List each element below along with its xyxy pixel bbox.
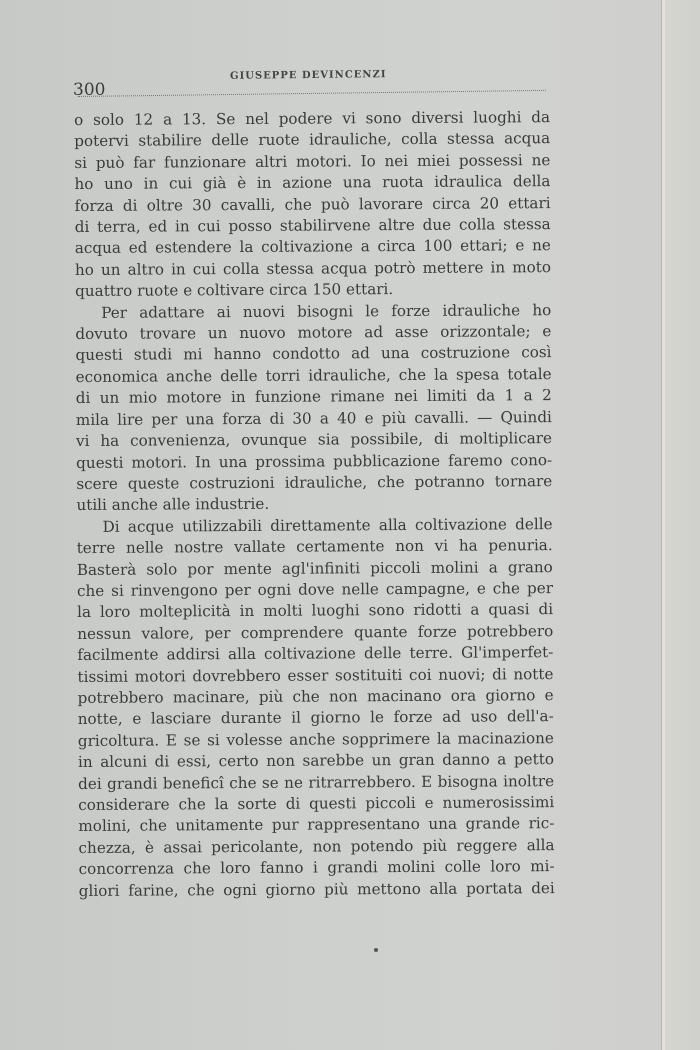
- paragraph: [75, 300, 552, 517]
- paragraph: [76, 514, 554, 902]
- text-line: nessun valore, per comprendere quante forze potrebbero: [77, 621, 554, 643]
- text-line: dei grandi beneficî che se ne ritrarrebbero. E bisogna inoltre: [78, 771, 555, 793]
- text-line: terre nelle nostre vallate certamente non vi ha penuria.: [76, 536, 553, 558]
- text-line: Di acque utilizzabili direttamente alla coltivazione delle: [102, 514, 553, 536]
- text-line: in alcuni di essi, certo non sarebbe un gran danno a petto: [77, 750, 555, 772]
- body-text: [74, 107, 555, 902]
- text-line: questi motori. In una prossima pubblicazione faremo cono-: [76, 450, 553, 472]
- text-line: quattro ruote e coltivare circa 150 ettari.: [75, 280, 394, 301]
- page-number: 300: [73, 80, 106, 100]
- text-line: potervi stabilire delle ruote idrauliche, colla stessa acqua: [74, 129, 551, 151]
- text-line: o solo 12 a 13. Se nel podere vi sono diversi luoghi da: [74, 108, 551, 129]
- text-line: notte, e lasciare durante il giorno le forze ad uso dell'a-: [77, 707, 554, 729]
- text-line: la loro molteplicità in molti luoghi sono ridotti a quasi di: [77, 600, 554, 622]
- text-line: acqua ed estendere la coltivazione a circa 100 ettari; e ne: [74, 236, 551, 258]
- text-line: dovuto trovare un nuovo motore ad asse orizzontale; e: [75, 322, 552, 344]
- text-line: considerare che la sorte di questi piccoli e numerosissimi: [78, 793, 555, 814]
- text-line: concorrenza che loro fanno i grandi molini colle loro mi-: [78, 857, 555, 879]
- text-line: molini, che unitamente pur rappresentano una grande ric-: [78, 814, 555, 836]
- text-line: Basterà solo por mente agl'infiniti piccoli molini a grano: [76, 557, 553, 579]
- text-line: di terra, ed in cui posso stabilirvene altre due colla stessa: [74, 215, 551, 237]
- text-line: tissimi motori dovrebbero esser sostituiti coi nuovi; di notte: [77, 664, 554, 686]
- text-line: mila lire per una forza di 30 a 40 e più cavalli. — Quindi: [75, 407, 552, 429]
- text-line: scere queste costruzioni idrauliche, che potranno tornare: [76, 471, 553, 493]
- running-head: GIUSEPPE DEVINCENZI: [229, 69, 387, 82]
- header-rule: [78, 90, 546, 97]
- ink-speck: [374, 948, 378, 952]
- text-line: gliori farine, che ogni giorno più mettono alla portata dei: [78, 878, 555, 900]
- text-line: questi studi mi hanno condotto ad una costruzione così: [75, 343, 552, 365]
- paragraph: [74, 107, 551, 303]
- text-line: di un mio motore in funzione rimane nei limiti da 1 a 2: [75, 386, 552, 408]
- underlying-page: [665, 0, 700, 1050]
- text-line: economica anche delle torri idrauliche, che la spesa totale: [75, 364, 552, 386]
- text-line: gricoltura. E se si volesse anche sopprimere la macinazione: [77, 728, 554, 750]
- text-line: forza di oltre 30 cavalli, che può lavorare circa 20 ettari: [74, 193, 551, 215]
- text-line: ho uno in cui già è in azione una ruota idraulica della: [74, 172, 551, 194]
- text-line: potrebbero macinare, più che non macinano ora giorno e: [77, 686, 554, 707]
- text-line: si può far funzionare altri motori. Io nei miei possessi ne: [74, 150, 551, 172]
- text-line: Per adattare ai nuovi bisogni le forze idrauliche ho: [101, 300, 552, 322]
- text-line: che si rinvengono per ogni dove nelle campagne, e che per: [76, 579, 553, 600]
- text-line: ho un altro in cui colla stessa acqua potrò mettere in moto: [74, 257, 552, 279]
- text-line: utili anche alle industrie.: [76, 495, 270, 515]
- text-line: vi ha convenienza, ovunque sia possibile, di moltiplicare: [75, 429, 553, 451]
- text-line: chezza, è assai pericolante, non potendo più reggere alla: [78, 835, 555, 857]
- text-line: facilmente addirsi alla coltivazione delle terre. Gl'imperfet-: [77, 643, 554, 665]
